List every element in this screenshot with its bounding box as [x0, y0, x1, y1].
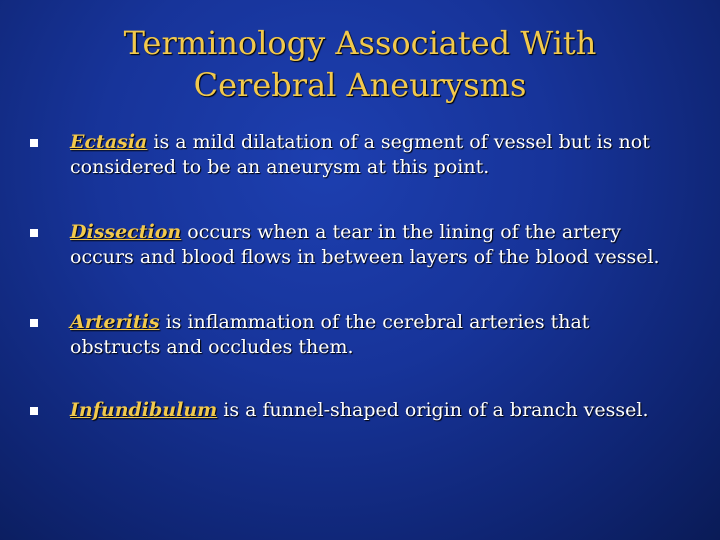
title-line-2: Cerebral Aneurysms: [193, 66, 527, 104]
bullet-item-arteritis: [30, 310, 680, 360]
term-arteritis: Arteritis: [70, 311, 160, 333]
square-bullet-icon: [30, 130, 70, 180]
bullet-text: [70, 310, 680, 360]
definition-arteritis: is inflammation of the cerebral arteries that obstructs and occludes them.: [70, 311, 590, 358]
bullet-item-ectasia: [30, 130, 680, 180]
square-bullet-icon: [30, 220, 70, 270]
bullet-item-dissection: [30, 220, 680, 270]
bullet-text: [70, 130, 680, 180]
title-line-1: Terminology Associated With: [123, 24, 597, 62]
square-bullet-icon: [30, 398, 70, 425]
square-bullet-icon: [30, 310, 70, 360]
term-infundibulum: Infundibulum: [70, 399, 218, 421]
bullet-text: [70, 220, 680, 270]
definition-dissection: occurs when a tear in the lining of the artery occurs and blood flows in between layers of the blood vessel.: [70, 221, 660, 268]
term-ectasia: Ectasia: [70, 131, 148, 153]
bullet-item-infundibulum: [30, 398, 680, 425]
bullet-text: [70, 398, 649, 425]
term-dissection: Dissection: [70, 221, 182, 243]
slide-title: [60, 22, 660, 106]
definition-infundibulum: is a funnel-shaped origin of a branch vessel.: [217, 399, 649, 421]
definition-ectasia: is a mild dilatation of a segment of vessel but is not considered to be an aneurysm at this point.: [70, 131, 650, 178]
